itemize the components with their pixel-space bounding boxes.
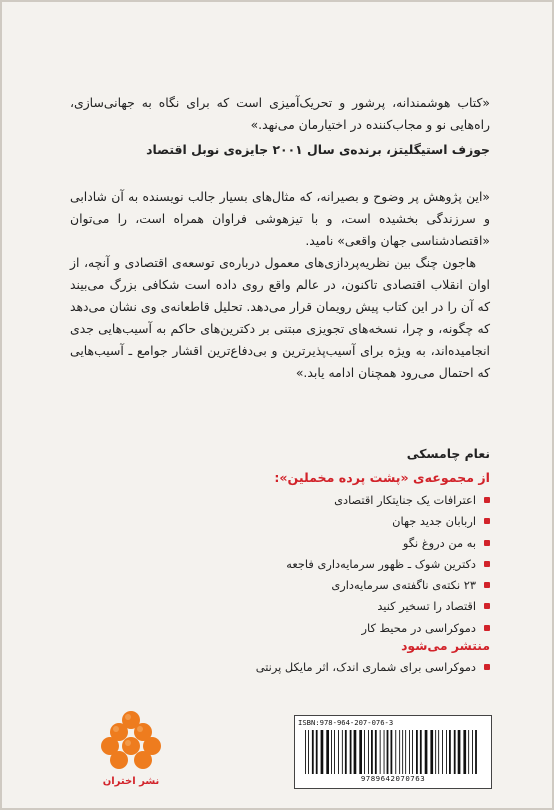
barcode-bar xyxy=(468,730,469,774)
barcode-bar xyxy=(334,730,335,774)
barcode-bars xyxy=(303,730,483,774)
quote-stiglitz-attribution: جوزف استیگلیتز، برنده‌ی سال ۲۰۰۱ جایزه‌ی نوبل اقتصاد xyxy=(146,142,490,157)
barcode-bar xyxy=(312,730,314,774)
barcode-bar xyxy=(380,730,381,774)
bullet-square-icon xyxy=(484,582,490,588)
list-item: ۲۳ نکته‌ی ناگفته‌ی سرمایه‌داری xyxy=(152,575,490,596)
barcode-bar xyxy=(371,730,373,774)
forthcoming-list xyxy=(152,657,490,678)
barcode-bar xyxy=(475,730,477,774)
bullet-square-icon xyxy=(484,603,490,609)
barcode-bar xyxy=(405,730,406,774)
barcode-bar xyxy=(308,730,309,774)
barcode-bar xyxy=(345,730,347,774)
series-heading: از مجموعه‌ی «پشت پرده مخملین»: xyxy=(274,470,490,485)
bullet-square-icon xyxy=(484,540,490,546)
barcode-bar xyxy=(331,730,332,774)
bullet-square-icon xyxy=(484,518,490,524)
forthcoming-heading: منتشر می‌شود xyxy=(401,638,490,653)
barcode-digits: 9789642070763 xyxy=(360,774,426,783)
barcode-bar xyxy=(412,730,413,774)
series-book-list xyxy=(152,490,490,639)
list-item: اربابان جدید جهان xyxy=(152,511,490,532)
barcode-bar xyxy=(375,730,377,774)
barcode-bar xyxy=(316,730,318,774)
quote-chomsky-paragraph-1: «این پژوهش پر وضوح و بصیرانه، که مثال‌های بسیار جالب نویسنده به آن شادابی و سرزندگی بخشیده است، و با تیزهوشی فراوان همراه است، را می‌توان «اقتصادشناسی جهان واقعی» نامید. xyxy=(70,189,490,248)
publisher-logo-icon xyxy=(100,708,162,778)
barcode-bar xyxy=(305,730,306,774)
publisher-name: نشر اختران xyxy=(102,776,160,787)
quote-chomsky xyxy=(70,186,490,384)
list-item: دموکراسی برای شماری اندک، اثر مایکل پرنتی xyxy=(152,657,490,678)
barcode-bar xyxy=(435,730,436,774)
barcode-bar xyxy=(438,730,439,774)
list-item: به من دروغ نگو xyxy=(152,533,490,554)
barcode-bar xyxy=(442,730,443,774)
barcode-bar xyxy=(338,730,339,774)
barcode-bar xyxy=(368,730,369,774)
barcode-bar xyxy=(321,730,324,774)
barcode-bar xyxy=(458,730,461,774)
barcode-bar xyxy=(354,730,357,774)
quote-chomsky-paragraph-2: هاجون چنگ بین نظریه‌پردازی‌های معمول درباره‌ی توسعه‌ی اقتصادی و آنچه، از اوان انقلاب اقتصادی تاکنون، در عالم واقع روی داده است شکافی بزرگ می‌بیند که آن را در این کتاب پیش رویمان قرار می‌دهد. تحلیل قاطعانه‌ی وی نشان می‌دهد که چگونه، و چرا، نسخه‌های تجویزی مبتنی بر دکترین‌های حاکم به آسیب‌هایی جدی انجامیده‌اند، به ویژه برای آسیب‌پذیرترین و بی‌دفاع‌ترین اقشار جوامع ـ آسیب‌هایی که احتمال می‌رود همچنان ادامه یابد.» xyxy=(70,255,490,380)
list-item: اقتصاد را تسخیر کنید xyxy=(152,596,490,617)
barcode-bar xyxy=(416,730,418,774)
bullet-square-icon xyxy=(484,664,490,670)
isbn-label: ISBN:978-964-207-076-3 xyxy=(298,718,394,727)
barcode-bar xyxy=(364,730,365,774)
barcode-bar xyxy=(387,730,389,774)
barcode-bar xyxy=(420,730,422,774)
barcode-bar xyxy=(395,730,396,774)
barcode-bar xyxy=(446,730,447,774)
quote-chomsky-attribution: نعام چامسکی xyxy=(406,446,490,461)
barcode-bar xyxy=(326,730,329,774)
barcode-bar xyxy=(454,730,456,774)
barcode-bar xyxy=(359,730,362,774)
barcode-bar xyxy=(402,730,403,774)
barcode-bar xyxy=(425,730,428,774)
barcode-bar xyxy=(399,730,400,774)
barcode-bar xyxy=(472,730,473,774)
bullet-square-icon xyxy=(484,625,490,631)
barcode-bar xyxy=(463,730,466,774)
barcode-bar xyxy=(409,730,410,774)
barcode-bar xyxy=(384,730,385,774)
bullet-square-icon xyxy=(484,561,490,567)
list-item: دکترین شوک ـ ظهور سرمایه‌داری فاجعه xyxy=(152,554,490,575)
quote-stiglitz: «کتاب هوشمندانه، پرشور و تحریک‌آمیزی است که برای نگاه به جهانی‌سازی، راه‌هایی نو و مجاب‌کننده در اختیارمان می‌نهد.» xyxy=(70,95,490,132)
barcode-bar xyxy=(350,730,352,774)
list-item: اعترافات یک جنایتکار اقتصادی xyxy=(152,490,490,511)
list-item: دموکراسی در محیط کار xyxy=(152,618,490,639)
bullet-square-icon xyxy=(484,497,490,503)
barcode xyxy=(294,715,492,789)
barcode-bar xyxy=(391,730,393,774)
barcode-bar xyxy=(449,730,451,774)
barcode-bar xyxy=(342,730,343,774)
barcode-bar xyxy=(430,730,433,774)
